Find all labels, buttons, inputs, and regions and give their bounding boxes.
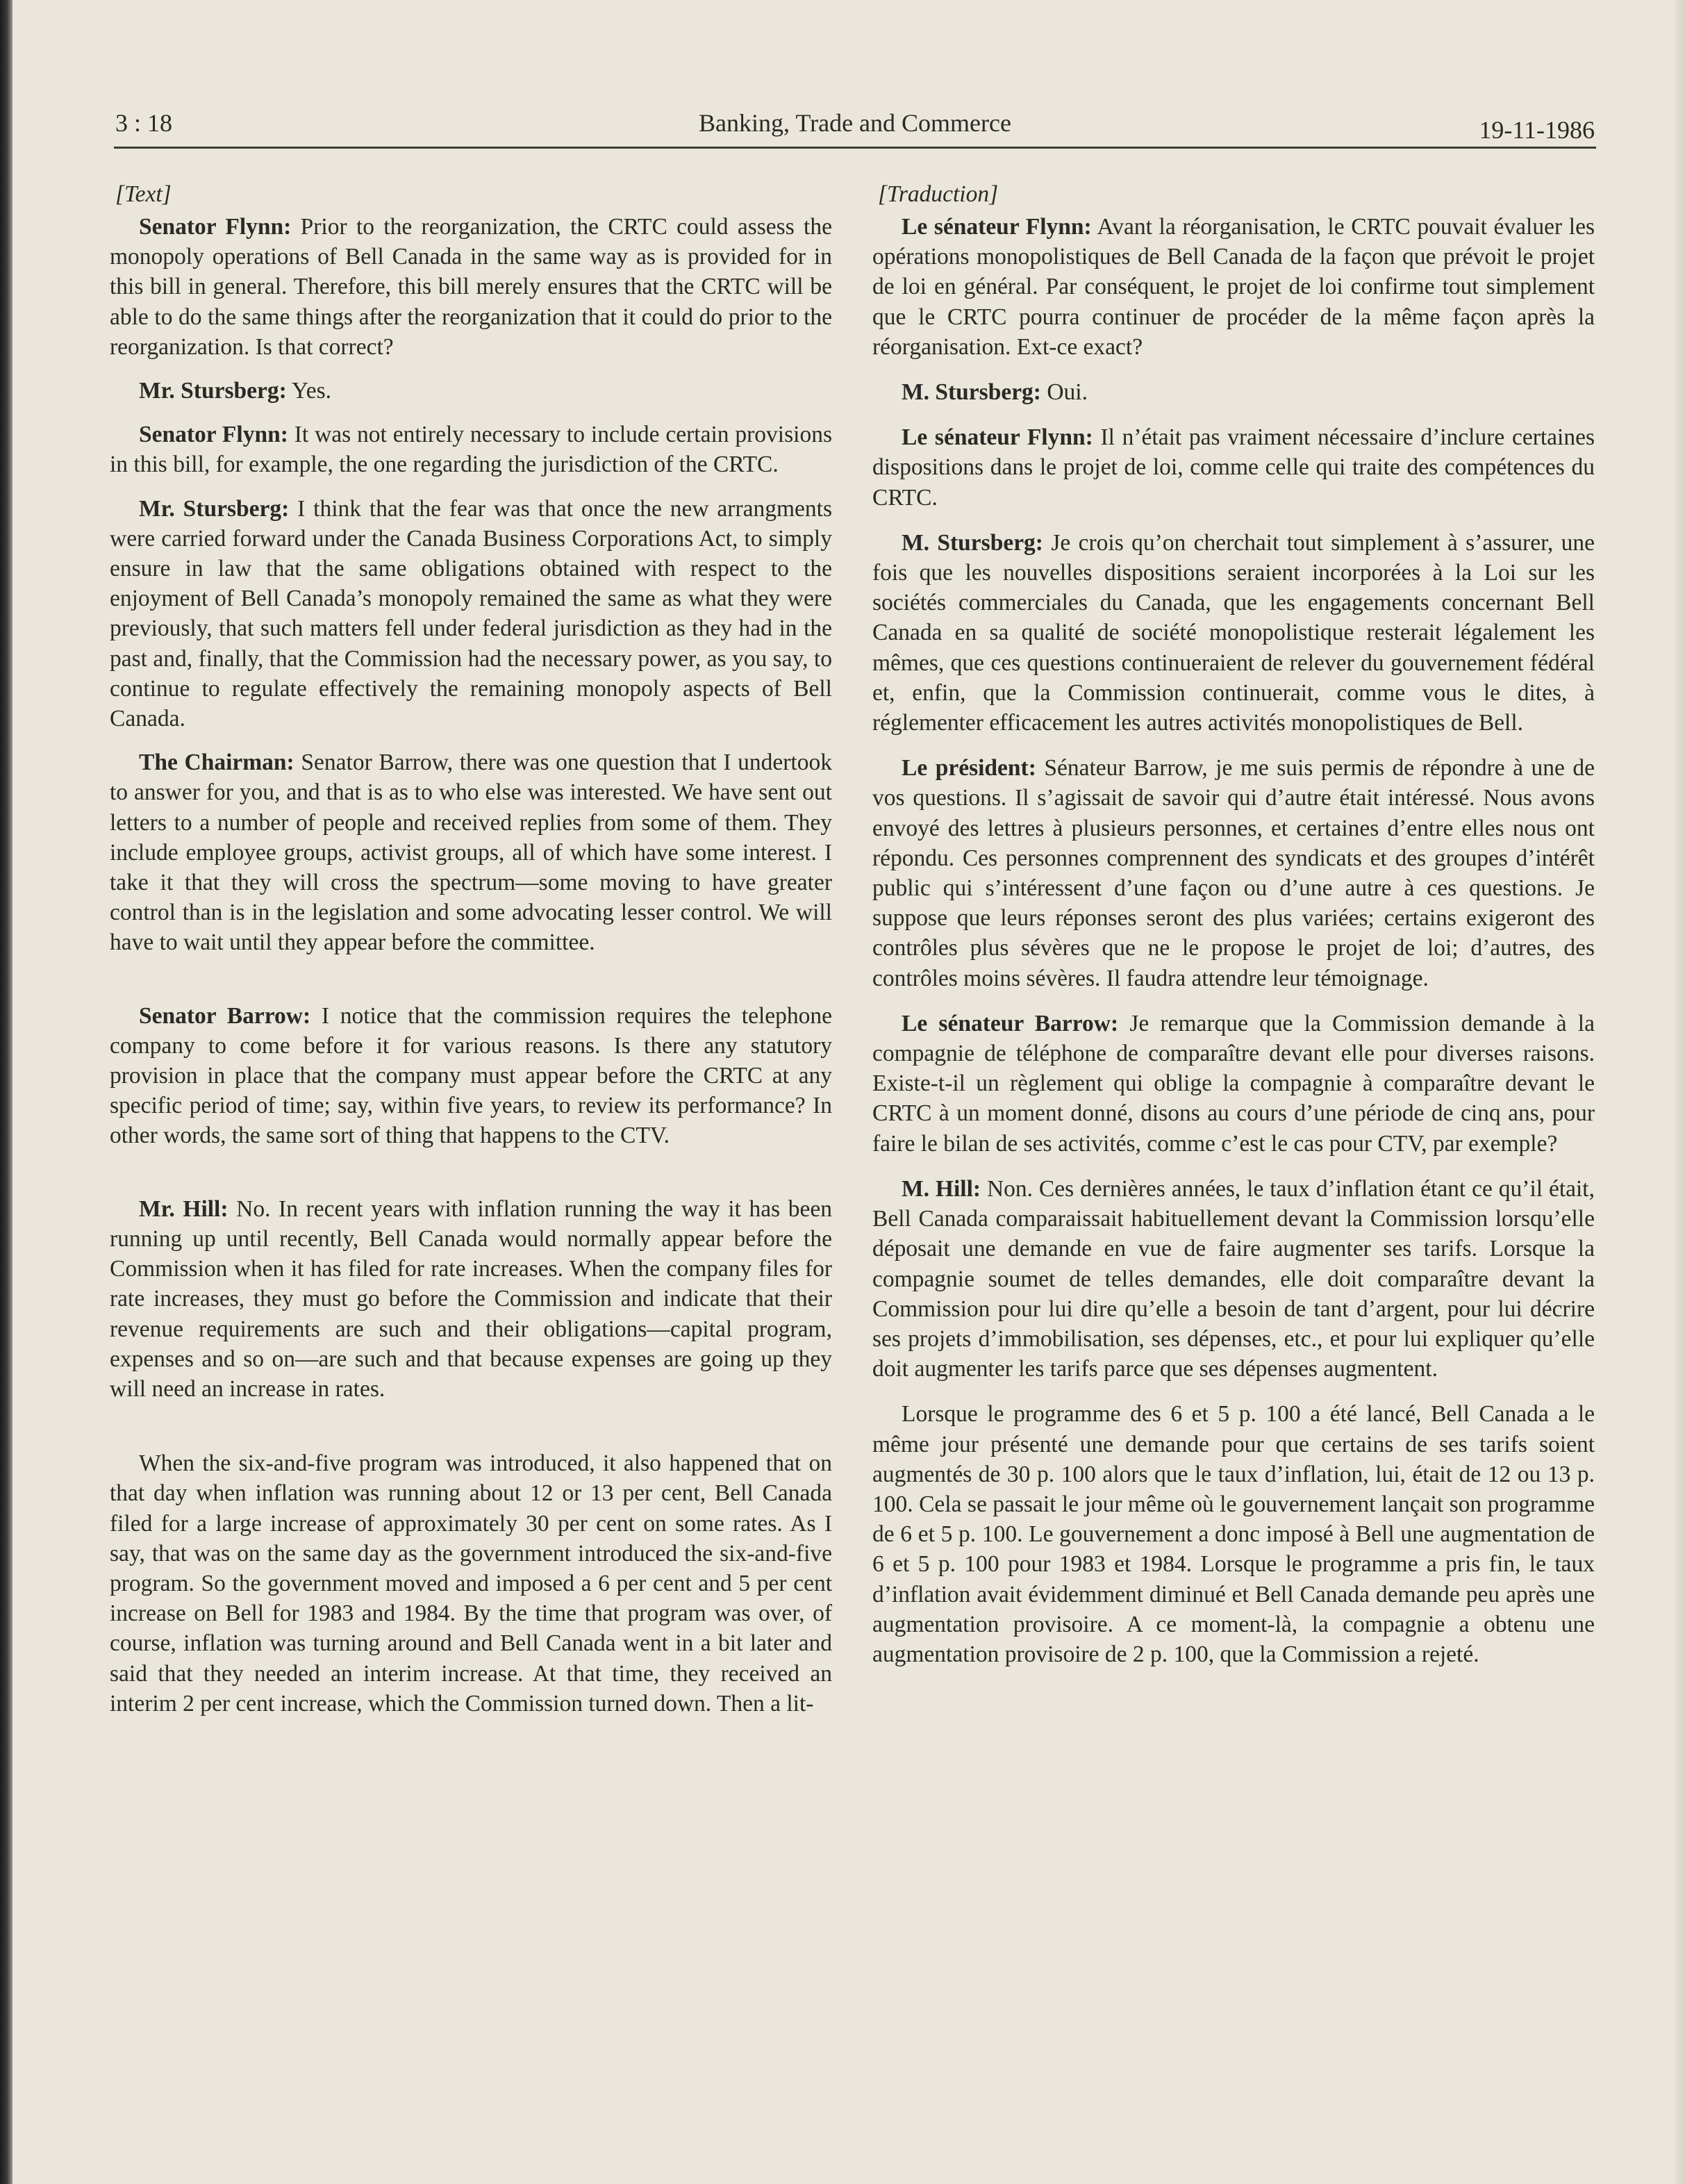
paragraph bbox=[872, 212, 1595, 362]
page-edge bbox=[1675, 0, 1685, 2184]
paragraph bbox=[872, 528, 1595, 738]
speaker-name: Mr. Stursberg: bbox=[139, 378, 287, 404]
journal-title: Banking, Trade and Commerce bbox=[699, 109, 1011, 137]
french-column bbox=[872, 179, 1595, 1669]
speaker-name: Senator Barrow: bbox=[139, 1002, 311, 1029]
paragraph bbox=[110, 376, 832, 406]
speech-text: Je remarque que la Commission demande à la compagnie de téléphone de comparaître devant elle pour diverses raisons. Existe-t-il un règlement qui oblige la compagnie à comparaître devant le CRTC à un moment donné, disons au cours d’une période de cinq ans, pour faire le bilan de ses activités, comme c’est le cas pour CTV, par exemple? bbox=[872, 1010, 1595, 1157]
speaker-name: Le sénateur Flynn: bbox=[902, 424, 1093, 451]
running-header bbox=[115, 104, 1595, 147]
speaker-name: Mr. Stursberg: bbox=[139, 495, 290, 522]
speech-text: It was not entirely necessary to include certain provisions in this bill, for example, the one regarding the jurisdiction of the CRTC. bbox=[110, 422, 832, 478]
paragraph bbox=[872, 377, 1595, 407]
speech-text: I notice that the commission requires the telephone company to come before it for various reasons. Is there any statutory provision in place that the company must appear before the CRTC at any specific period of time; say, within five years, to review its performance? In other words, the same sort of thing that happens to the CTV. bbox=[110, 1002, 832, 1149]
speech-text: Avant la réorganisation, le CRTC pouvait évaluer les opérations monopolistiques de Bell Canada de la façon que prévoit le projet de loi en général. Par conséquent, le projet de loi confirme tout simplement que le CRTC pourra continuer de procéder de la même façon après la réorganisation. Ext-ce exact? bbox=[872, 214, 1595, 360]
text-tag: [Text] bbox=[115, 181, 172, 207]
paragraph bbox=[110, 494, 832, 734]
speaker-name: The Chairman: bbox=[139, 750, 294, 776]
speech-text: No. In recent years with inflation running the way it has been running up until recently, Bell Canada would normally appear before the Commission when it has filed for rate increases. When the company files for rate increases, they must go before the Commission and indicate that their revenue requirements are such and their obligations—capital program, expenses and so on—are such and that because expenses are going up they will need an increase in rates. bbox=[110, 1196, 832, 1402]
header-rule bbox=[114, 147, 1596, 149]
paragraph bbox=[110, 747, 832, 957]
paragraph bbox=[110, 212, 832, 362]
paragraph bbox=[110, 1194, 832, 1404]
speaker-name: Le président: bbox=[902, 755, 1036, 781]
speaker-name: M. Stursberg: bbox=[902, 529, 1043, 556]
speech-text: When the six-and-five program was introduced, it also happened that on that day when inflation was running about 12 or 13 per cent, Bell Canada filed for a large increase of approximately 30 per cent on some rates. As I say, that was on the same day as the government introduced the six-and-five program. So the government moved and imposed a 6 per cent and 5 per cent increase on Bell for 1983 and 1984. By the time that program was over, of course, inflation was turning around and Bell Canada went in a bit later and said that they needed an interim increase. At that time, they received an interim 2 per cent increase, which the Commission turned down. Then a lit- bbox=[110, 1450, 832, 1716]
paragraph bbox=[110, 1448, 832, 1719]
paragraph bbox=[872, 1399, 1595, 1669]
speaker-name: Le sénateur Barrow: bbox=[902, 1010, 1119, 1036]
header-date: 19-11-1986 bbox=[1479, 116, 1595, 144]
speaker-name: M. Hill: bbox=[902, 1175, 981, 1202]
speaker-name: Senator Flynn: bbox=[139, 422, 288, 448]
speech-text: Senator Barrow, there was one question that I undertook to answer for you, and that is as to who else was interested. We have sent out letters to a number of people and received replies from some of them. They include employee groups, activist groups, all of which have some interest. I take it that they will cross the spectrum—some moving to have greater control than is in the legislation and some advocating lesser control. We will have to wait until they appear before the committee. bbox=[110, 750, 832, 956]
scan-book-edge bbox=[0, 0, 13, 2184]
speaker-name: Le sénateur Flynn: bbox=[902, 214, 1092, 240]
paragraph bbox=[110, 1001, 832, 1151]
translation-tag: [Traduction] bbox=[878, 181, 999, 207]
speech-text: Non. Ces dernières années, le taux d’inflation étant ce qu’il était, Bell Canada comparaissait habituellement devant la Commission lorsqu’elle déposait une demande en vue de faire augmenter ses tarifs. Lorsque la compagnie soumet de telles demandes, elle doit comparaître devant la Commission pour lui dire qu’elle a besoin de tant d’argent, pour lui décrire ses projets d’immobilisation, ses dépenses, etc., et pour lui expliquer qu’elle doit augmenter les tarifs parce que ses dépenses augmentent. bbox=[872, 1175, 1595, 1382]
speaker-name: M. Stursberg: bbox=[902, 379, 1041, 406]
speech-text: Il n’était pas vraiment nécessaire d’inclure certaines dispositions dans le projet de loi, comme celle qui traite des compétences du CRTC. bbox=[872, 424, 1595, 511]
speech-text: Sénateur Barrow, je me suis permis de répondre à une de vos questions. Il s’agissait de savoir qui d’autre était intéressé. Nous avons envoyé des lettres à plusieurs personnes, et certaines d’entre elles nous ont répondu. Ces personnes comprennent des syndicats et des groupes d’intérêt public qui s’intéressent d’une façon ou d’une autre à ces questions. Je suppose que leurs réponses seront des plus variées; certains exigeront des contrôles plus sévères que ne le propose le projet de loi; d’autres, des contrôles moins sévères. Il faudra attendre leur témoignage. bbox=[872, 755, 1595, 991]
speaker-name: Mr. Hill: bbox=[139, 1196, 229, 1222]
speech-text: I think that the fear was that once the new arrangments were carried forward under the Canada Business Corporations Act, to simply ensure in law that the same obligations obtained with respect to the enjoyment of Bell Canada’s monopoly remained the same as what they were previously, that such matters fell under federal jurisdiction as they had in the past and, finally, that the Commission had the necessary power, as you say, to continue to regulate effectively the remaining monopoly aspects of Bell Canada. bbox=[110, 495, 832, 732]
speech-text: Yes. bbox=[286, 378, 332, 404]
speech-text: Lorsque le programme des 6 et 5 p. 100 a été lancé, Bell Canada a le même jour présenté une demande pour que certains de ses tarifs soient augmentés de 30 p. 100 alors que le taux d’inflation, lui, était de 12 ou 13 p. 100. Cela se passait le jour même où le gouvernement lançait son programme de 6 et 5 p. 100. Le gouvernement a donc imposé à Bell une augmentation de 6 et 5 p. 100 pour 1983 et 1984. Lorsque le programme a pris fin, le taux d’inflation avait évidemment diminué et Bell Canada demande peu après une augmentation provisoire. A ce moment-là, la compagnie a obtenu une augmentation provisoire de 2 p. 100, que la Commission a rejeté. bbox=[872, 1401, 1595, 1667]
paragraph bbox=[872, 753, 1595, 993]
speech-text: Oui. bbox=[1040, 379, 1088, 406]
paragraph bbox=[110, 420, 832, 479]
speech-text: Je crois qu’on cherchait tout simplement à s’assurer, une fois que les nouvelles dispositions seraient incorporées à la Loi sur les sociétés commerciales du Canada, que les engagements concernant Bell Canada en sa qualité de société monopolistique resterait légalement les mêmes, que ces questions continueraient de relever du gouvernement fédéral et, enfin, que la Commission continuerait, comme vous le dites, à réglementer efficacement les autres activités monopolistiques de Bell. bbox=[872, 529, 1595, 736]
speech-text: Prior to the reorganization, the CRTC could assess the monopoly operations of Bell Canada in the same way as is provided for in this bill in general. Therefore, this bill merely ensures that the CRTC will be able to do the same things after the reorganization that it could do prior to the reorganization. Is that correct? bbox=[110, 214, 832, 360]
paragraph bbox=[872, 1174, 1595, 1384]
page-number: 3 : 18 bbox=[115, 109, 173, 137]
english-column bbox=[110, 179, 832, 1719]
paragraph bbox=[872, 1009, 1595, 1159]
paragraph bbox=[872, 422, 1595, 513]
speaker-name: Senator Flynn: bbox=[139, 214, 292, 240]
